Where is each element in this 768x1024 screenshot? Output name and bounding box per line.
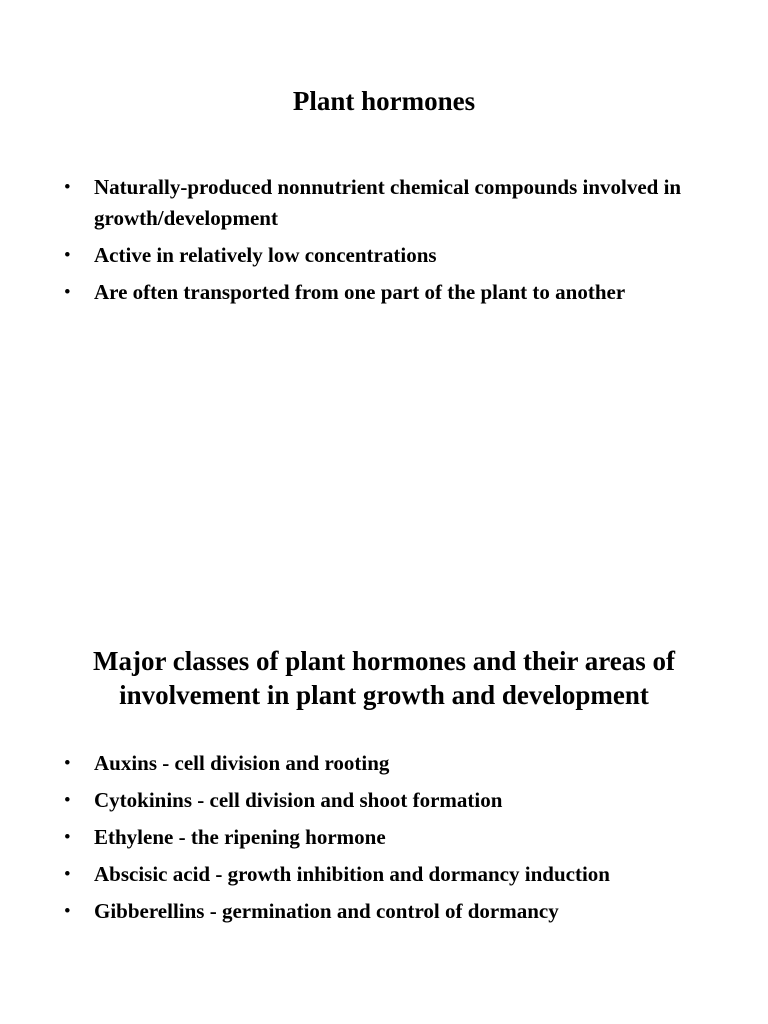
bullet-list [0, 748, 768, 933]
bullet-dot-icon: • [64, 901, 71, 922]
bullet-text: Abscisic acid - growth inhibition and dormancy induction [94, 862, 610, 886]
bullet-text: Naturally-produced nonnutrient chemical compounds involved in growth/development [94, 175, 682, 230]
slide-title: Plant hormones [292, 86, 476, 116]
bullet-item [0, 172, 768, 234]
bullet-item [0, 240, 768, 271]
bullet-dot-icon: • [64, 790, 71, 811]
bullet-item [0, 785, 768, 816]
slide-title: Major classes of plant hormones and their areas of involvement in plant growth and development [93, 646, 675, 710]
slide-major-classes [0, 512, 768, 1024]
bullet-dot-icon: • [64, 864, 71, 885]
bullet-item [0, 859, 768, 890]
bullet-list [0, 172, 768, 314]
bullet-dot-icon: • [64, 245, 71, 266]
bullet-item [0, 748, 768, 779]
bullet-dot-icon: • [64, 753, 71, 774]
bullet-dot-icon: • [64, 177, 71, 198]
bullet-text: Are often transported from one part of the plant to another [94, 280, 626, 304]
bullet-dot-icon: • [64, 827, 71, 848]
bullet-text: Active in relatively low concentrations [94, 243, 437, 267]
bullet-text: Ethylene - the ripening hormone [94, 825, 386, 849]
bullet-text: Gibberellins - germination and control of dormancy [94, 899, 559, 923]
bullet-dot-icon: • [64, 282, 71, 303]
bullet-text: Cytokinins - cell division and shoot formation [94, 788, 503, 812]
bullet-item [0, 822, 768, 853]
bullet-text: Auxins - cell division and rooting [94, 751, 390, 775]
bullet-item [0, 277, 768, 308]
bullet-item [0, 896, 768, 927]
